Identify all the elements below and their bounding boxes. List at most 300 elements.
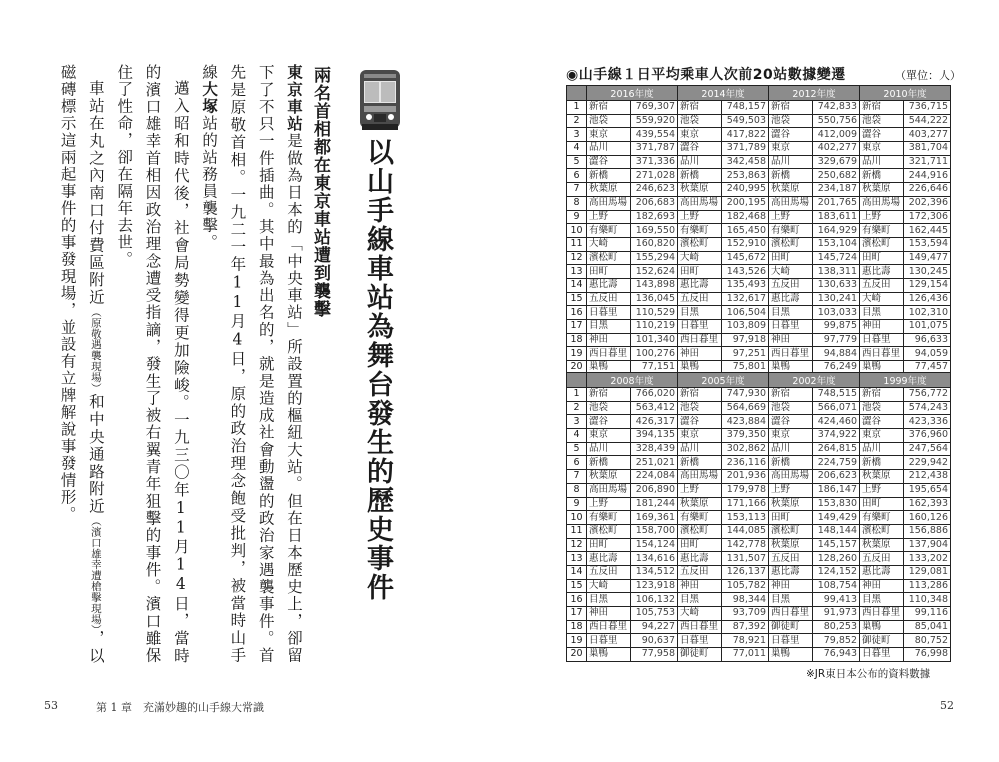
rank-header	[567, 373, 587, 388]
station-cell: 五反田	[860, 278, 904, 292]
ridership-cell: 169,361	[631, 511, 678, 525]
ridership-cell: 328,439	[631, 442, 678, 456]
ridership-cell: 247,564	[904, 442, 951, 456]
table-row	[567, 511, 951, 525]
station-cell: 巢鴨	[769, 361, 813, 375]
ridership-cell: 76,249	[813, 361, 860, 375]
year-header: 2008年度	[587, 373, 678, 388]
ridership-cell: 78,921	[722, 634, 769, 648]
ridership-cell: 148,144	[813, 524, 860, 538]
station-cell: 五反田	[587, 292, 631, 306]
table-row	[567, 210, 951, 224]
ridership-cell: 97,779	[813, 333, 860, 347]
station-cell: 神田	[587, 333, 631, 347]
ridership-cell: 145,157	[813, 538, 860, 552]
source-note: ※JR東日本公布的資料數據	[806, 668, 931, 680]
ridership-cell: 99,116	[904, 607, 951, 621]
ridership-cell: 158,700	[631, 524, 678, 538]
ridership-cell: 251,021	[631, 456, 678, 470]
table-row	[567, 607, 951, 621]
station-cell: 上野	[678, 483, 722, 497]
station-cell: 惠比壽	[860, 565, 904, 579]
ridership-cell: 179,978	[722, 483, 769, 497]
station-cell: 濱松町	[860, 524, 904, 538]
ridership-cell: 132,617	[722, 292, 769, 306]
text-run: ，以磁磚標示這兩起事件的事發現場，並設有立牌解說事發情形。	[58, 64, 105, 664]
station-cell: 御徒町	[860, 634, 904, 648]
ridership-cell: 201,765	[813, 196, 860, 210]
paragraph-3	[53, 64, 110, 664]
station-cell: 惠比壽	[587, 278, 631, 292]
station-cell: 秋葉原	[769, 497, 813, 511]
station-cell: 秋葉原	[860, 183, 904, 197]
ridership-cell: 153,104	[813, 237, 860, 251]
rank-cell: 14	[567, 278, 587, 292]
station-cell: 秋葉原	[860, 470, 904, 484]
table-row	[567, 579, 951, 593]
station-cell: 池袋	[860, 114, 904, 128]
station-cell: 新宿	[587, 101, 631, 115]
station-cell: 新宿	[587, 388, 631, 402]
ridership-cell: 145,724	[813, 251, 860, 265]
ridership-cell: 236,116	[722, 456, 769, 470]
ridership-cell: 87,392	[722, 620, 769, 634]
ridership-cell: 165,450	[722, 224, 769, 238]
ridership-cell: 226,646	[904, 183, 951, 197]
ridership-cell: 206,890	[631, 483, 678, 497]
station-cell: 新橋	[769, 456, 813, 470]
rank-cell: 20	[567, 361, 587, 375]
station-cell: 東京	[587, 128, 631, 142]
station-cell: 新橋	[678, 169, 722, 183]
station-cell: 惠比壽	[678, 552, 722, 566]
station-cell: 有樂町	[678, 224, 722, 238]
rank-cell: 18	[567, 620, 587, 634]
station-cell: 上野	[769, 210, 813, 224]
ridership-cell: 106,132	[631, 593, 678, 607]
table-row	[567, 634, 951, 648]
station-cell: 濱松町	[587, 251, 631, 265]
ridership-cell: 130,245	[904, 265, 951, 279]
rank-cell: 9	[567, 497, 587, 511]
station-cell: 西日暮里	[678, 620, 722, 634]
year-header: 2002年度	[769, 373, 860, 388]
ridership-cell: 108,754	[813, 579, 860, 593]
page-number-left: 53	[44, 699, 58, 712]
ridership-cell: 736,715	[904, 101, 951, 115]
station-cell: 東京	[678, 429, 722, 443]
station-cell: 目黑	[678, 306, 722, 320]
running-chapter-header: 第 1 章 充滿妙趣的山手線大常識	[96, 701, 264, 714]
station-cell: 巢鴨	[678, 361, 722, 375]
station-cell: 品川	[587, 142, 631, 156]
ridership-cell: 742,833	[813, 101, 860, 115]
rank-cell: 4	[567, 142, 587, 156]
station-cell: 五反田	[769, 552, 813, 566]
table-row	[567, 565, 951, 579]
station-cell: 有樂町	[678, 511, 722, 525]
ridership-cell: 153,830	[813, 497, 860, 511]
station-cell: 日暮里	[678, 320, 722, 334]
rank-cell: 5	[567, 155, 587, 169]
ridership-cell: 137,904	[904, 538, 951, 552]
ridership-cell: 202,396	[904, 196, 951, 210]
table-row	[567, 538, 951, 552]
rank-cell: 9	[567, 210, 587, 224]
station-cell: 東京	[860, 429, 904, 443]
station-cell: 日暮里	[678, 634, 722, 648]
table-row	[567, 155, 951, 169]
station-cell: 新橋	[587, 169, 631, 183]
ridership-cell: 200,195	[722, 196, 769, 210]
ridership-cell: 80,752	[904, 634, 951, 648]
ridership-cell: 329,679	[813, 155, 860, 169]
ridership-cell: 181,244	[631, 497, 678, 511]
station-cell: 田町	[769, 251, 813, 265]
station-cell: 惠比壽	[769, 565, 813, 579]
ridership-cell: 149,429	[813, 511, 860, 525]
station-cell: 田町	[678, 265, 722, 279]
ridership-cell: 149,477	[904, 251, 951, 265]
ridership-cell: 129,081	[904, 565, 951, 579]
station-cell: 池袋	[769, 401, 813, 415]
ridership-cell: 97,918	[722, 333, 769, 347]
station-cell: 大崎	[587, 579, 631, 593]
station-cell: 上野	[860, 483, 904, 497]
ridership-cell: 103,809	[722, 320, 769, 334]
station-cell: 目黑	[678, 593, 722, 607]
paragraph-2	[110, 64, 195, 664]
station-cell: 上野	[860, 210, 904, 224]
ridership-cell: 110,219	[631, 320, 678, 334]
ridership-cell: 77,958	[631, 648, 678, 662]
station-cell: 東京	[587, 429, 631, 443]
ridership-cell: 748,157	[722, 101, 769, 115]
ridership-cell: 155,294	[631, 251, 678, 265]
station-cell: 澀谷	[678, 142, 722, 156]
station-cell: 濱松町	[587, 524, 631, 538]
ridership-cell: 574,243	[904, 401, 951, 415]
station-cell: 上野	[678, 210, 722, 224]
station-cell: 高田馬場	[769, 196, 813, 210]
ridership-cell: 253,863	[722, 169, 769, 183]
station-cell: 大崎	[587, 237, 631, 251]
bold-term: 大塚	[200, 81, 219, 115]
table-row	[567, 251, 951, 265]
ridership-cell: 144,085	[722, 524, 769, 538]
station-cell: 田町	[769, 511, 813, 525]
ridership-cell: 133,202	[904, 552, 951, 566]
ridership-cell: 379,350	[722, 429, 769, 443]
station-cell: 濱松町	[678, 524, 722, 538]
ridership-cell: 544,222	[904, 114, 951, 128]
station-cell: 御徒町	[678, 648, 722, 662]
station-cell: 有樂町	[860, 224, 904, 238]
station-cell: 田町	[860, 497, 904, 511]
station-cell: 濱松町	[678, 237, 722, 251]
station-cell: 目黑	[769, 593, 813, 607]
ridership-cell: 154,124	[631, 538, 678, 552]
ridership-cell: 403,277	[904, 128, 951, 142]
station-cell: 大崎	[678, 251, 722, 265]
ridership-cell: 321,711	[904, 155, 951, 169]
table-row	[567, 169, 951, 183]
rank-cell: 8	[567, 483, 587, 497]
station-cell: 東京	[769, 429, 813, 443]
station-cell: 新橋	[587, 456, 631, 470]
article-body	[53, 64, 308, 664]
text-run: 和中央通路附近	[86, 393, 105, 515]
ridership-cell: 94,227	[631, 620, 678, 634]
rank-cell: 7	[567, 183, 587, 197]
ridership-cell: 371,336	[631, 155, 678, 169]
station-cell: 上野	[769, 483, 813, 497]
ridership-cell: 156,886	[904, 524, 951, 538]
ridership-cell: 224,759	[813, 456, 860, 470]
station-cell: 御徒町	[769, 620, 813, 634]
station-cell: 秋葉原	[769, 538, 813, 552]
station-cell: 有樂町	[587, 511, 631, 525]
table-row	[567, 388, 951, 402]
station-cell: 日暮里	[769, 634, 813, 648]
rank-cell: 10	[567, 224, 587, 238]
ridership-cell: 102,310	[904, 306, 951, 320]
ridership-cell: 240,995	[722, 183, 769, 197]
station-cell: 上野	[587, 210, 631, 224]
year-header-row	[567, 86, 951, 101]
station-cell: 秋葉原	[678, 497, 722, 511]
ridership-cell: 94,884	[813, 347, 860, 361]
ridership-cell: 748,515	[813, 388, 860, 402]
rank-cell: 7	[567, 470, 587, 484]
ridership-cell: 130,633	[813, 278, 860, 292]
station-cell: 池袋	[769, 114, 813, 128]
station-cell: 大崎	[678, 607, 722, 621]
table-title: ◉山手線１日平均乘車人次前20站數據變遷	[566, 67, 846, 83]
station-cell: 目黑	[587, 593, 631, 607]
ridership-cell: 164,929	[813, 224, 860, 238]
ridership-cell: 101,075	[904, 320, 951, 334]
text-run: 車站在丸之內南口付費區附近	[86, 79, 105, 306]
ridership-cell: 85,041	[904, 620, 951, 634]
ridership-cell: 130,241	[813, 292, 860, 306]
table-unit: （單位：人）	[895, 69, 961, 82]
ridership-cell: 342,458	[722, 155, 769, 169]
station-cell: 高田馬場	[678, 470, 722, 484]
station-cell: 品川	[860, 155, 904, 169]
rank-cell: 15	[567, 579, 587, 593]
station-cell: 日暮里	[860, 648, 904, 662]
ridership-cell: 152,910	[722, 237, 769, 251]
table-row	[567, 524, 951, 538]
station-cell: 有樂町	[860, 511, 904, 525]
table-row	[567, 265, 951, 279]
ridership-cell: 423,336	[904, 415, 951, 429]
station-cell: 上野	[587, 497, 631, 511]
station-cell: 濱松町	[860, 237, 904, 251]
station-cell: 神田	[860, 320, 904, 334]
ridership-cell: 145,672	[722, 251, 769, 265]
ridership-cell: 564,669	[722, 401, 769, 415]
ridership-cell: 246,623	[631, 183, 678, 197]
station-cell: 日暮里	[769, 320, 813, 334]
station-cell: 神田	[678, 579, 722, 593]
station-cell: 澀谷	[678, 415, 722, 429]
ridership-cell: 110,529	[631, 306, 678, 320]
rank-cell: 12	[567, 251, 587, 265]
ridership-cell: 229,942	[904, 456, 951, 470]
station-cell: 高田馬場	[678, 196, 722, 210]
ridership-cell: 76,998	[904, 648, 951, 662]
ridership-cell: 376,960	[904, 429, 951, 443]
ridership-cell: 143,898	[631, 278, 678, 292]
station-cell: 日暮里	[860, 333, 904, 347]
ridership-cell: 93,709	[722, 607, 769, 621]
rank-cell: 18	[567, 333, 587, 347]
station-cell: 新橋	[769, 169, 813, 183]
rank-cell: 11	[567, 524, 587, 538]
rank-cell: 10	[567, 511, 587, 525]
station-cell: 惠比壽	[587, 552, 631, 566]
ridership-cell: 75,801	[722, 361, 769, 375]
table-row	[567, 101, 951, 115]
station-cell: 新宿	[769, 388, 813, 402]
station-cell: 有樂町	[587, 224, 631, 238]
ridership-cell: 394,135	[631, 429, 678, 443]
table-row	[567, 320, 951, 334]
station-cell: 西日暮里	[860, 347, 904, 361]
ridership-cell: 766,020	[631, 388, 678, 402]
ridership-cell: 131,507	[722, 552, 769, 566]
station-cell: 西日暮里	[769, 347, 813, 361]
ridership-cell: 423,884	[722, 415, 769, 429]
ridership-cell: 182,693	[631, 210, 678, 224]
rank-cell: 5	[567, 442, 587, 456]
paragraph-1	[195, 64, 308, 664]
ridership-cell: 91,973	[813, 607, 860, 621]
station-cell: 西日暮里	[587, 347, 631, 361]
ridership-cell: 80,253	[813, 620, 860, 634]
station-cell: 品川	[587, 442, 631, 456]
table-row	[567, 333, 951, 347]
ridership-cell: 402,277	[813, 142, 860, 156]
station-cell: 大崎	[769, 265, 813, 279]
rank-cell: 3	[567, 128, 587, 142]
station-cell: 品川	[769, 442, 813, 456]
ridership-cell: 172,306	[904, 210, 951, 224]
ridership-cell: 128,260	[813, 552, 860, 566]
table-row	[567, 128, 951, 142]
rank-cell: 13	[567, 265, 587, 279]
station-cell: 神田	[860, 579, 904, 593]
station-cell: 田町	[860, 251, 904, 265]
station-cell: 五反田	[678, 565, 722, 579]
station-cell: 品川	[678, 155, 722, 169]
ridership-cell: 123,918	[631, 579, 678, 593]
ridership-cell: 79,852	[813, 634, 860, 648]
year-header: 2005年度	[678, 373, 769, 388]
table-row	[567, 483, 951, 497]
station-cell: 秋葉原	[587, 470, 631, 484]
station-cell: 新宿	[769, 101, 813, 115]
inline-note: （原敬遇襲現場）	[89, 305, 102, 394]
station-cell: 神田	[769, 333, 813, 347]
ridership-cell: 97,251	[722, 347, 769, 361]
rank-cell: 6	[567, 456, 587, 470]
ridership-cell: 162,393	[904, 497, 951, 511]
rank-header	[567, 86, 587, 101]
ridership-cell: 212,438	[904, 470, 951, 484]
table-row	[567, 415, 951, 429]
ridership-cell: 77,151	[631, 361, 678, 375]
station-cell: 田町	[587, 265, 631, 279]
ridership-cell: 271,028	[631, 169, 678, 183]
station-cell: 高田馬場	[769, 470, 813, 484]
station-cell: 西日暮里	[587, 620, 631, 634]
station-cell: 新橋	[678, 456, 722, 470]
rank-cell: 2	[567, 114, 587, 128]
station-cell: 秋葉原	[769, 183, 813, 197]
rank-cell: 2	[567, 401, 587, 415]
station-cell: 東京	[769, 142, 813, 156]
year-header: 2010年度	[860, 86, 951, 101]
table-row	[567, 401, 951, 415]
rank-cell: 19	[567, 634, 587, 648]
rank-cell: 6	[567, 169, 587, 183]
station-cell: 巢鴨	[587, 361, 631, 375]
station-cell: 日暮里	[587, 634, 631, 648]
year-header: 2016年度	[587, 86, 678, 101]
station-cell: 新宿	[678, 388, 722, 402]
ridership-cell: 169,550	[631, 224, 678, 238]
station-cell: 品川	[860, 442, 904, 456]
rank-cell: 12	[567, 538, 587, 552]
station-cell: 田町	[587, 538, 631, 552]
ridership-cell: 143,526	[722, 265, 769, 279]
table-row	[567, 470, 951, 484]
ridership-cell: 135,493	[722, 278, 769, 292]
year-header: 2014年度	[678, 86, 769, 101]
station-cell: 濱松町	[769, 237, 813, 251]
station-cell: 五反田	[587, 565, 631, 579]
station-cell: 秋葉原	[678, 183, 722, 197]
ridership-cell: 371,789	[722, 142, 769, 156]
ridership-cell: 101,340	[631, 333, 678, 347]
ridership-cell: 153,113	[722, 511, 769, 525]
station-cell: 五反田	[769, 278, 813, 292]
station-cell: 巢鴨	[860, 361, 904, 375]
rank-cell: 16	[567, 593, 587, 607]
station-cell: 田町	[678, 538, 722, 552]
station-cell: 品川	[678, 442, 722, 456]
ridership-cell: 566,071	[813, 401, 860, 415]
station-cell: 惠比壽	[769, 292, 813, 306]
rank-cell: 3	[567, 415, 587, 429]
station-cell: 新宿	[860, 388, 904, 402]
ridership-cell: 374,922	[813, 429, 860, 443]
rank-cell: 1	[567, 101, 587, 115]
station-cell: 東京	[860, 142, 904, 156]
rank-cell: 19	[567, 347, 587, 361]
station-cell: 大崎	[860, 292, 904, 306]
rank-cell: 20	[567, 648, 587, 662]
ridership-cell: 371,787	[631, 142, 678, 156]
station-cell: 澀谷	[769, 128, 813, 142]
station-cell: 有樂町	[769, 224, 813, 238]
yamanote-train-icon	[358, 66, 402, 132]
table-row	[567, 456, 951, 470]
ridership-cell: 182,468	[722, 210, 769, 224]
